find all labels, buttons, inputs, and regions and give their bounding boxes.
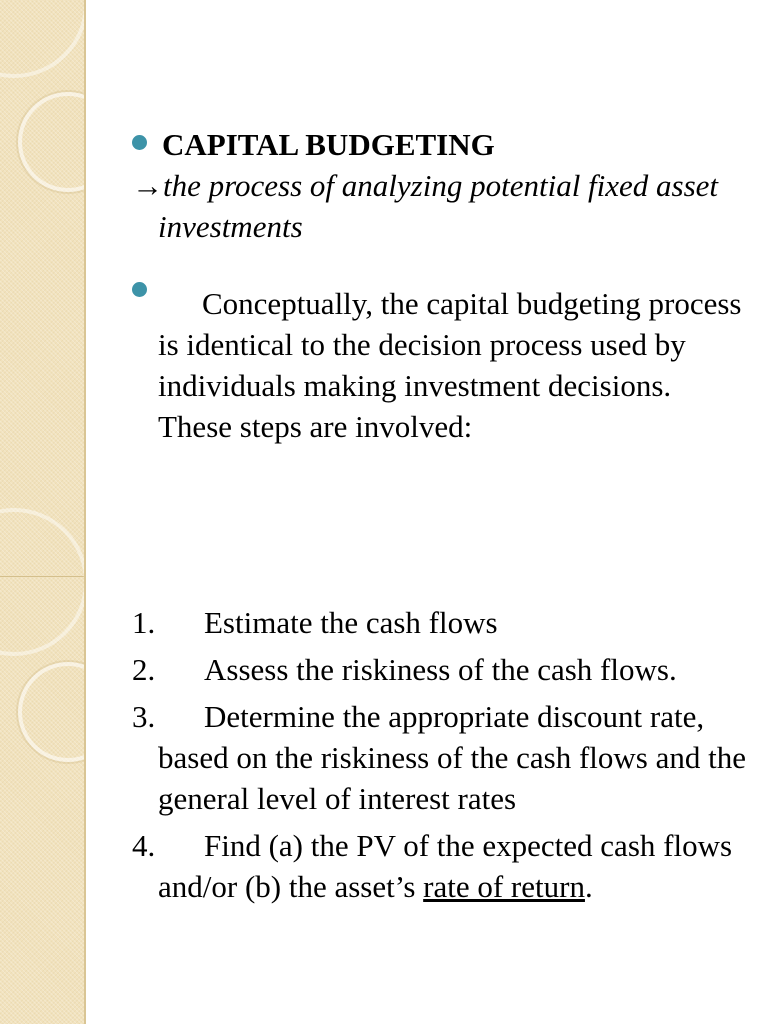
- step-text: Find (a) the PV of the expected cash flows and/or (b) the asset’s: [158, 828, 733, 904]
- step-number: 3.: [132, 699, 156, 734]
- steps-list: [132, 602, 752, 913]
- definition: [132, 165, 752, 247]
- bullet-dot-icon: [132, 135, 147, 150]
- rate-of-return-term: rate of return: [423, 869, 585, 904]
- decorative-ring: [18, 92, 86, 192]
- step-text: Determine the appropriate discount rate, based on the riskiness of the cash flows and the general level of interest rates: [158, 699, 747, 816]
- heading-bullet: [132, 124, 752, 165]
- definition-text: the process of analyzing potential fixed asset investments: [158, 168, 719, 244]
- step-text: Assess the riskiness of the cash flows.: [204, 652, 677, 687]
- bullet-dot-icon: [132, 282, 147, 297]
- list-item: [132, 649, 752, 690]
- decorative-ring: [0, 0, 86, 78]
- list-item: [132, 696, 752, 819]
- decorative-side-strip: [0, 0, 86, 1024]
- decorative-ring: [0, 508, 86, 656]
- slide-content: [132, 124, 752, 447]
- step-text-end: .: [584, 869, 593, 904]
- step-number: 1.: [132, 605, 156, 640]
- decorative-ring: [18, 662, 86, 762]
- list-item: [132, 602, 752, 643]
- step-number: 4.: [132, 828, 156, 863]
- step-number: 2.: [132, 652, 156, 687]
- arrow-icon: →: [132, 168, 163, 203]
- list-item: [132, 825, 752, 907]
- paragraph-text: Conceptually, the capital budgeting process is identical to the decision process used by individuals making investment decisions. These steps are involved:: [158, 286, 742, 444]
- slide-heading: CAPITAL BUDGETING: [162, 127, 495, 162]
- concept-paragraph: [132, 283, 752, 447]
- step-text: Estimate the cash flows: [204, 605, 498, 640]
